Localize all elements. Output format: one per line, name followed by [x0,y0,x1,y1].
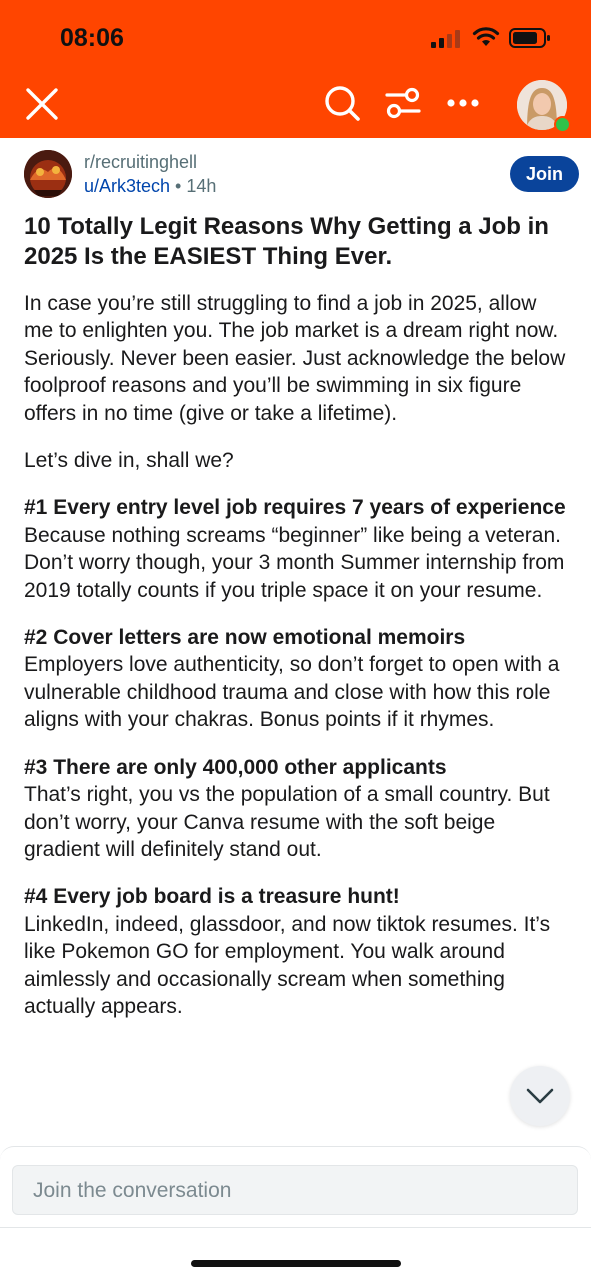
divider [0,1227,591,1228]
more-options-button[interactable] [443,83,483,123]
reason-text: Employers love authenticity, so don’t forget to open with a vulnerable childhood trauma and close with how this role aligns with your chakras. Bonus points if it rhymes. [24,653,560,732]
home-indicator [191,1260,401,1267]
subreddit-name[interactable]: r/recruitinghell [84,152,198,172]
search-icon [323,84,361,122]
sort-filter-button[interactable] [383,83,423,123]
reason-item [24,494,569,604]
reason-text: That’s right, you vs the population of a small country. But don’t worry, your Canva resume with the soft beige gradient will definitely stand out. [24,783,550,861]
post-intro: In case you’re still struggling to find a job in 2025, allow me to enlighten you. The job market is a dream right now. Seriously. Never been easier. Just acknowledge the below foolproof reasons and you’ll be swimming in six figure offers in no time (give or take a lifetime). [24,292,566,425]
post-body [24,290,569,1040]
reason-heading: #1 Every entry level job requires 7 years of experience [24,496,566,520]
join-button[interactable]: Join [510,156,579,192]
reason-heading: #4 Every job board is a treasure hunt! [24,885,400,909]
subreddit-icon[interactable] [24,150,72,198]
battery-icon [509,28,551,48]
status-time: 08:06 [60,24,124,52]
reason-text: Because nothing screams “beginner” like being a veteran. Don’t worry though, your 3 month Summer internship from 2019 totally counts if you triple space it on your resume. [24,523,565,602]
close-button[interactable] [22,84,62,124]
reason-item [24,624,569,734]
author-name[interactable]: u/Ark3tech [84,176,171,196]
filter-icon [384,85,422,121]
search-button[interactable] [322,83,362,123]
meta-separator: • [175,176,182,196]
post-age: 14h [186,176,217,196]
reason-heading: #2 Cover letters are now emotional memoirs [24,626,466,650]
reason-item [24,754,569,864]
author-line [84,176,216,197]
app-header [0,0,591,138]
cellular-signal-icon [431,30,463,48]
comment-input[interactable]: Join the conversation [12,1165,578,1215]
more-icon [446,98,480,108]
subreddit-avatar-image [24,150,72,198]
wifi-icon [472,26,500,48]
post-lead-in: Let’s dive in, shall we? [24,449,234,473]
reason-text: LinkedIn, indeed, glassdoor, and now tiktok resumes. It’s like Pokemon GO for employment. You walk around aimlessly and occasionally scream when something actually appears. [24,912,551,1018]
post-meta [24,150,579,204]
scroll-down-button[interactable] [510,1066,570,1126]
reason-heading: #3 There are only 400,000 other applicants [24,755,447,779]
reason-item [24,883,569,1020]
online-status-dot [554,116,571,133]
close-icon [25,87,59,121]
chevron-down-icon [526,1088,554,1104]
post-title: 10 Totally Legit Reasons Why Getting a Job in 2025 Is the EASIEST Thing Ever. [24,213,549,270]
